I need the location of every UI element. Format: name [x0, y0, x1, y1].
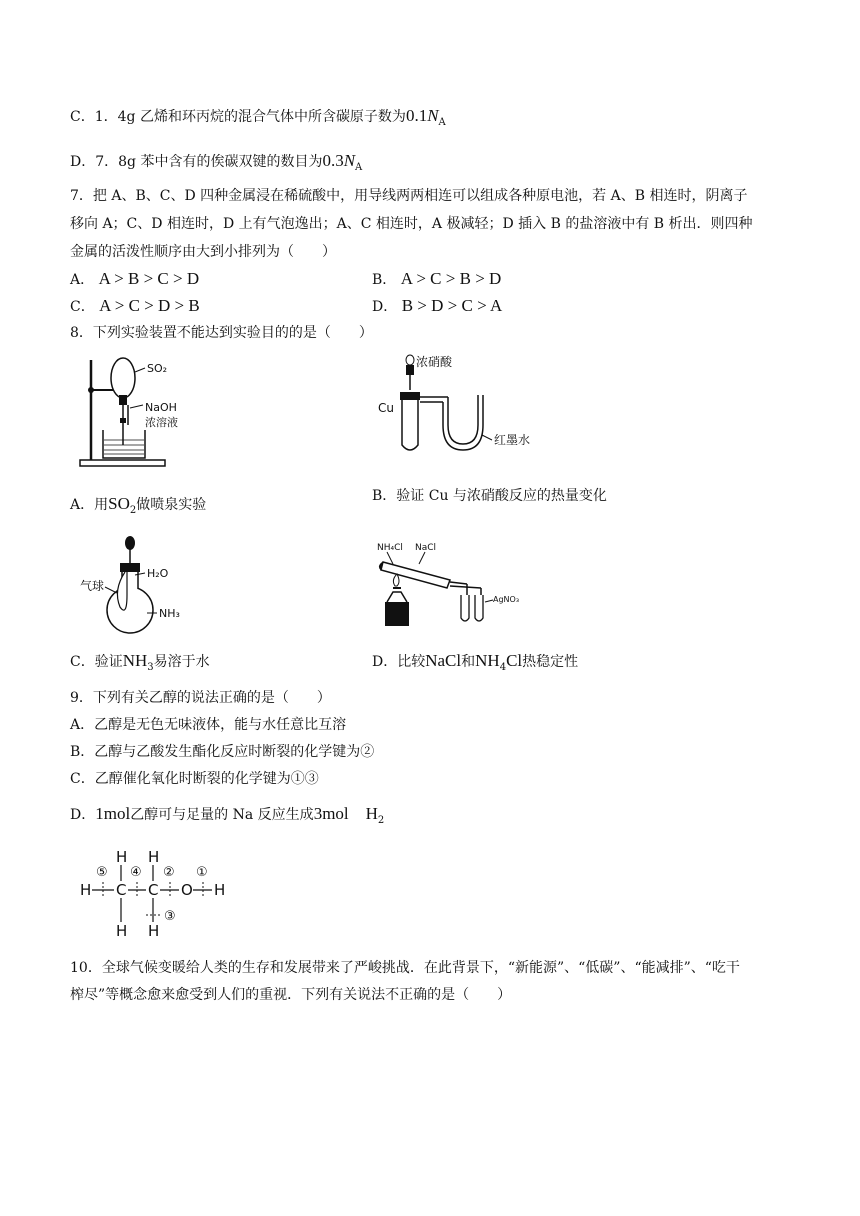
q8-option-c	[70, 650, 210, 675]
q6-option-d	[70, 151, 362, 174]
q8-option-d-suffix: 热稳定性	[522, 654, 579, 670]
figure-a-naoh-label: NaOH	[145, 401, 177, 414]
q8-option-c-prefix: C．验证	[70, 654, 123, 670]
atom-h-bottom-1: H	[116, 922, 128, 940]
q9-option-d-sub: 2	[377, 815, 385, 826]
q7-option-b	[372, 268, 501, 291]
q8-option-a-formula: SO	[108, 494, 130, 513]
q7-option-d-text: B > D > C > A	[401, 296, 503, 315]
figure-d-nacl-label: NaCl	[415, 543, 437, 553]
q8-option-c-formula: NH	[122, 651, 148, 670]
figure-d-nh4cl-label: NH₄Cl	[377, 543, 403, 553]
q7-stem-line2: 移向 A；C、D 相连时，D 上有气泡逸出；A、C 相连时，A 极减轻；D 插入 B 的盐溶液中有 B 析出．则四种	[70, 216, 753, 232]
q6-option-c-text: C．1．4g 乙烯和环丙烷的混合气体中所含碳原子数为	[70, 109, 406, 125]
q8-option-d-f2b: Cl	[506, 651, 523, 670]
q8-option-b: B．验证 Cu 与浓硝酸反应的热量变化	[372, 488, 607, 504]
ethanol-structure-diagram	[78, 848, 238, 943]
q9-option-c: C．乙醇催化氧化时断裂的化学键为①③	[70, 771, 319, 787]
q7-option-b-letter: B．	[372, 272, 397, 288]
figure-a-solution-label: 浓溶液	[145, 416, 178, 429]
q7-option-a-letter: A．	[70, 272, 95, 288]
q6-option-c	[70, 106, 446, 129]
q8-stem: 8．下列实验装置不能达到实验目的的是（ ）	[70, 325, 373, 341]
atom-c-2: C	[148, 881, 159, 899]
bond-label-5: ⑤	[96, 865, 108, 880]
atom-h-right: H	[214, 881, 226, 899]
q6-option-c-n: N	[427, 106, 439, 125]
q10-stem-line2: 榨尽”等概念愈来愈受到人们的重视．下列有关说法不正确的是（ ）	[70, 987, 512, 1003]
q7-option-d	[372, 295, 502, 318]
q8-option-d	[372, 650, 578, 675]
q9-option-d-value2: 3mol H	[313, 804, 378, 823]
q7-option-d-letter: D．	[372, 299, 398, 315]
q9-option-a: A．乙醇是无色无味液体，能与水任意比互溶	[70, 717, 347, 733]
q8-option-a-sub: 2	[129, 505, 137, 516]
q6-option-c-value: 0.1	[405, 106, 428, 125]
q6-option-d-n-sub: A	[355, 162, 363, 173]
q8-option-d-f1: NaCl	[425, 651, 462, 670]
q6-option-d-value: 0.3	[322, 151, 344, 170]
q8-option-d-prefix: D．比较	[372, 654, 426, 670]
atom-h-left: H	[80, 881, 92, 899]
bond-label-3: ③	[164, 909, 176, 924]
q7-option-c-text: A > C > D > B	[99, 296, 200, 315]
q7-stem-line3: 金属的活泼性顺序由大到小排列为（ ）	[70, 244, 336, 260]
q8-option-d-f2a: NH	[475, 651, 500, 670]
q9-option-d-mid: 乙醇可与足量的 Na 反应生成	[130, 807, 314, 823]
figure-c-balloon-label: 气球	[80, 579, 105, 593]
bond-label-1: ①	[196, 865, 208, 880]
q6-option-d-text: D．7．8g 苯中含有的俟碳双键的数目为	[70, 154, 323, 170]
figure-b-u-tube-apparatus	[370, 350, 540, 460]
figure-d-heating-apparatus	[375, 540, 545, 630]
q8-option-d-mid: 和	[461, 654, 476, 670]
figure-c-nh3-label: NH₃	[159, 607, 180, 620]
q7-option-c-letter: C．	[70, 299, 95, 315]
figure-b-ink-label: 红墨水	[494, 433, 531, 447]
q7-option-a	[70, 268, 199, 291]
q9-option-d	[70, 804, 384, 827]
atom-h-top-1: H	[116, 848, 128, 866]
q7-option-c	[70, 295, 200, 318]
atom-h-bottom-2: H	[148, 922, 160, 940]
figure-d-agno3-label: AgNO₃	[493, 595, 520, 604]
figure-b-cu-label: Cu	[378, 401, 394, 415]
figure-a-fountain-apparatus	[75, 350, 205, 470]
q8-option-a-prefix: A．用	[70, 497, 109, 513]
q8-option-a-suffix: 做喷泉实验	[136, 497, 207, 513]
q7-option-b-text: A > C > B > D	[400, 269, 502, 288]
q9-option-d-prefix: D．	[70, 807, 96, 823]
bond-label-4: ④	[130, 865, 142, 880]
figure-a-so2-label: SO₂	[147, 362, 168, 375]
figure-c-h2o-label: H₂O	[147, 567, 169, 580]
figure-b-acid-label: 浓硝酸	[416, 355, 453, 369]
q9-option-b: B．乙醇与乙酸发生酯化反应时断裂的化学键为②	[70, 744, 375, 760]
figure-c-balloon-flask	[75, 535, 205, 635]
atom-o: O	[181, 881, 193, 899]
q7-option-a-text: A > B > C > D	[98, 269, 200, 288]
q10-stem-line1: 10．全球气候变暖给人类的生存和发展带来了严峻挑战．在此背景下，“新能源”、“低碳”、“能减排”、“吃干	[70, 960, 740, 976]
q8-option-c-sub: 3	[147, 662, 154, 673]
q8-option-d-f2sub: 4	[499, 662, 507, 673]
q9-stem: 9．下列有关乙醇的说法正确的是（ ）	[70, 690, 331, 706]
q9-option-d-value: 1mol	[95, 804, 131, 823]
q8-option-a	[70, 493, 206, 518]
q8-option-c-suffix: 易溶于水	[153, 654, 210, 670]
q6-option-c-n-sub: A	[438, 117, 446, 128]
atom-h-top-2: H	[148, 848, 160, 866]
q7-stem-line1: 7．把 A、B、C、D 四种金属浸在稀硫酸中，用导线两两相连可以组成各种原电池，若 A、B 相连时，阴离子	[70, 188, 748, 204]
bond-label-2: ②	[163, 865, 175, 880]
q6-option-d-n: N	[343, 151, 356, 170]
atom-c-1: C	[116, 881, 127, 899]
